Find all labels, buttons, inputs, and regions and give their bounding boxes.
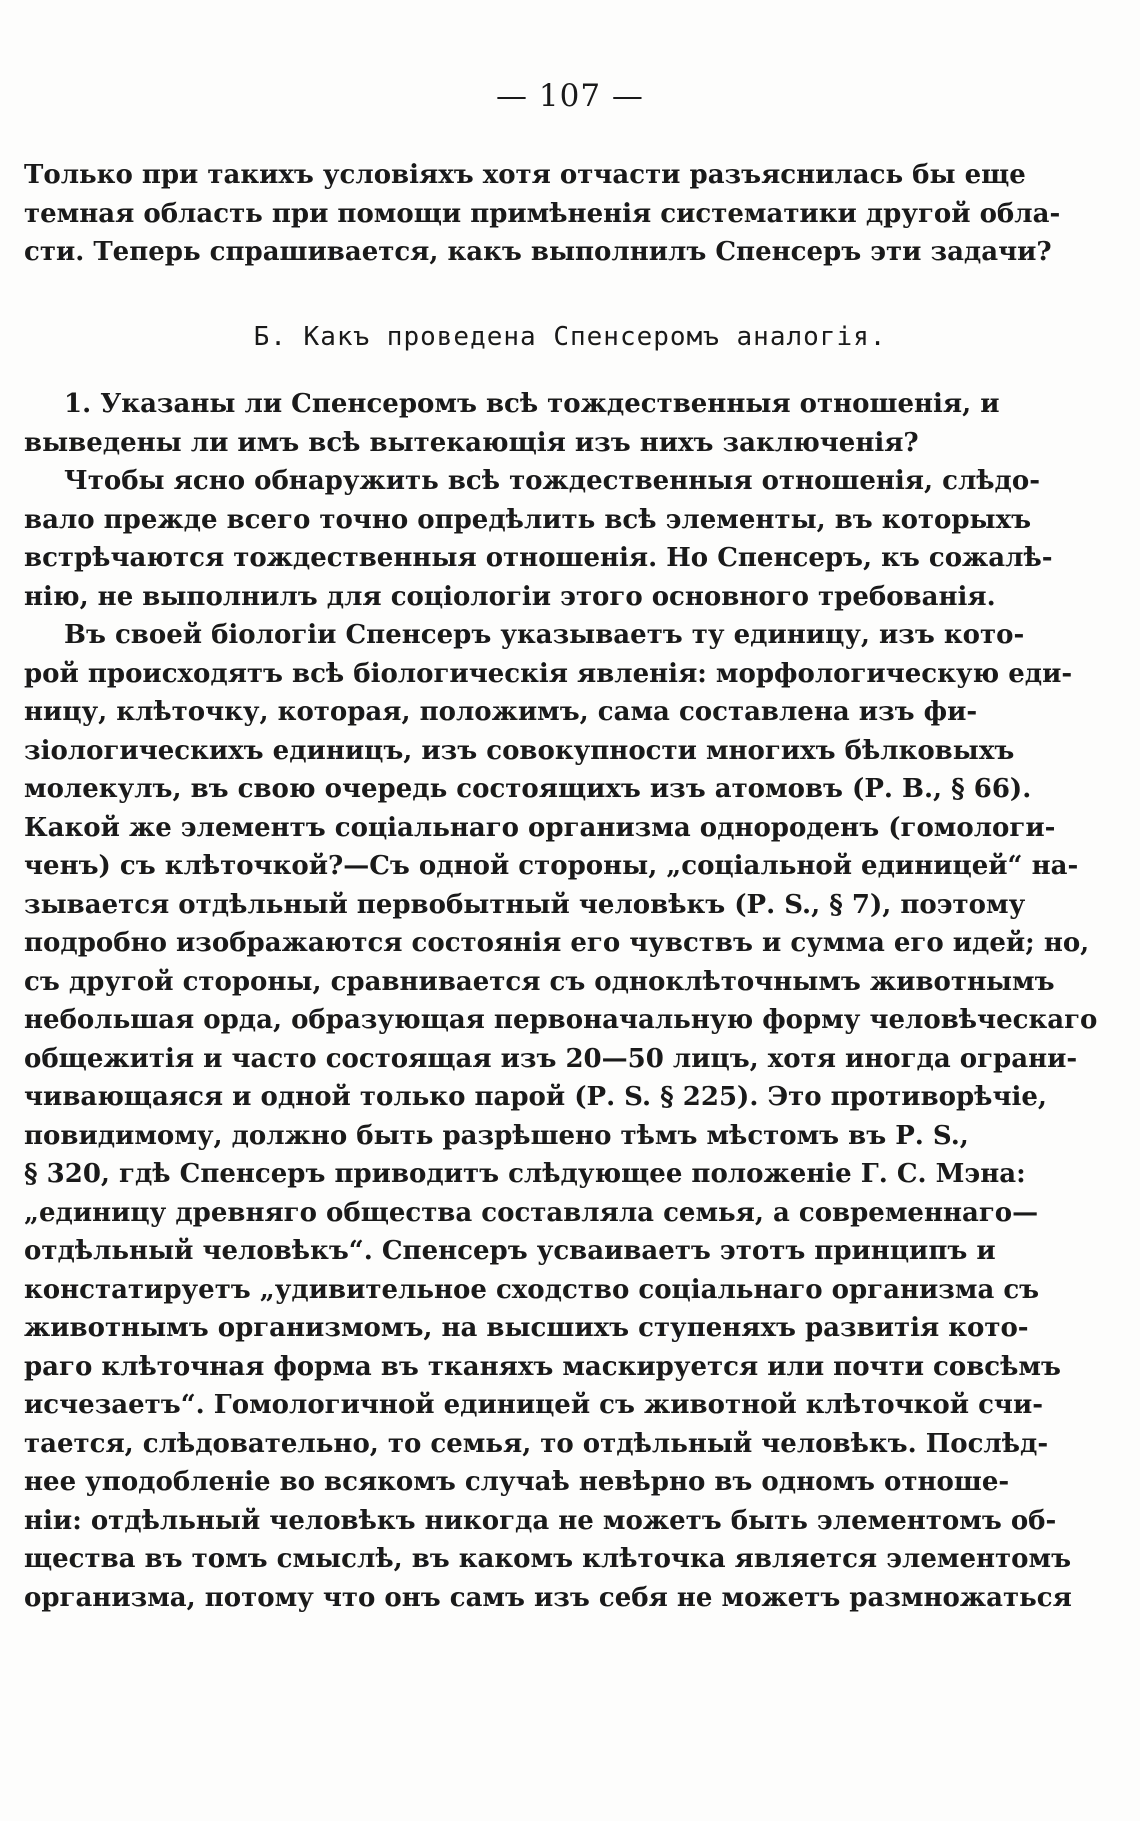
text-line: Чтобы ясно обнаружить всѣ тождественныя отношенія, слѣдо-	[64, 466, 1041, 496]
text-line: выведены ли имъ всѣ вытекающія изъ нихъ заключенія?	[24, 427, 919, 458]
text-line: подробно изображаются состоянія его чувствъ и сумма его идей; но,	[24, 928, 1090, 958]
text-line: нію, не выполнилъ для соціологіи этого основного требованія.	[24, 581, 996, 612]
text-line: ченъ) съ клѣточкой?—Съ одной стороны, „соціальной единицей“ на-	[24, 851, 1079, 881]
text-line: § 320, гдѣ Спенсеръ приводитъ слѣдующее положеніе Г. С. Мэна:	[24, 1159, 1026, 1189]
text-line: молекулъ, въ свою очередь состоящихъ изъ атомовъ (Р. В., § 66).	[24, 774, 1032, 804]
text-line: ницу, клѣточку, которая, положимъ, сама составлена изъ фи-	[24, 697, 978, 727]
main-text	[24, 385, 1098, 1617]
text-line: Какой же элементъ соціальнаго организма однороденъ (гомологи-	[24, 812, 1056, 843]
text-line: вало прежде всего точно опредѣлить всѣ элементы, въ которыхъ	[24, 504, 1032, 535]
text-line: „единицу древняго общества составляла семья, а современнаго—	[24, 1197, 1039, 1228]
section-heading: Б. Какъ проведена Спенсеромъ аналогія.	[253, 322, 887, 352]
text-line: общежитія и часто состоящая изъ 20—50 лицъ, хотя иногда ограни-	[24, 1043, 1078, 1074]
text-line: 1. Указаны ли Спенсеромъ всѣ тождественныя отношенія, и	[64, 389, 1000, 419]
text-line: ніи: отдѣльный человѣкъ никогда не можетъ быть элементомъ об-	[24, 1505, 1057, 1536]
text-line: тается, слѣдовательно, то семья, то отдѣльный человѣкъ. Послѣд-	[24, 1428, 1049, 1459]
text-line: зіологическихъ единицъ, изъ совокупности многихъ бѣлковыхъ	[24, 735, 1015, 766]
text-line: небольшая орда, образующая первоначальную форму человѣческаго	[24, 1005, 1098, 1035]
text-line: щества въ томъ смыслѣ, въ какомъ клѣточка является элементомъ	[24, 1544, 1072, 1574]
text-line: темная область при помощи примѣненія систематики другой обла-	[24, 198, 1061, 229]
text-line: Только при такихъ условіяхъ хотя отчасти разъяснилась бы еще	[24, 160, 1026, 190]
text-line: организма, потому что онъ самъ изъ себя не можетъ размножаться	[24, 1582, 1072, 1613]
text-line: отдѣльный человѣкъ“. Спенсеръ усваиваетъ этотъ принципъ и	[24, 1236, 996, 1266]
text-line: зывается отдѣльный первобытный человѣкъ (Р. S., § 7), поэтому	[24, 889, 1026, 920]
text-line: повидимому, должно быть разрѣшено тѣмъ мѣстомъ въ Р. S.,	[24, 1120, 969, 1151]
text-line: рой происходятъ всѣ біологическія явленія: морфологическую еди-	[24, 658, 1073, 689]
text-line: констатируетъ „удивительное сходство соціальнаго организма съ	[24, 1274, 1040, 1305]
text-line: встрѣчаются тождественныя отношенія. Но Спенсеръ, къ сожалѣ-	[24, 543, 1053, 573]
intro-paragraph	[24, 156, 1061, 272]
text-line: исчезаетъ“. Гомологичной единицей съ животной клѣточкой счи-	[24, 1390, 1044, 1420]
text-line: сти. Теперь спрашивается, какъ выполнилъ Спенсеръ эти задачи?	[24, 237, 1052, 267]
text-line: нее уподобленіе во всякомъ случаѣ невѣрно въ одномъ отноше-	[24, 1467, 1010, 1497]
page-number: — 107 —	[496, 78, 644, 114]
text-line: животнымъ организмомъ, на высшихъ ступеняхъ развитія кото-	[24, 1313, 1029, 1343]
text-line: раго клѣточная форма въ тканяхъ маскируется или почти совсѣмъ	[24, 1351, 1061, 1382]
text-line: Въ своей біологіи Спенсеръ указываетъ ту единицу, изъ кото-	[64, 620, 1025, 650]
text-line: съ другой стороны, сравнивается съ одноклѣточнымъ животнымъ	[24, 966, 1055, 997]
text-line: чивающаяся и одной только парой (Р. S. § 225). Это противорѣчіе,	[24, 1082, 1047, 1112]
